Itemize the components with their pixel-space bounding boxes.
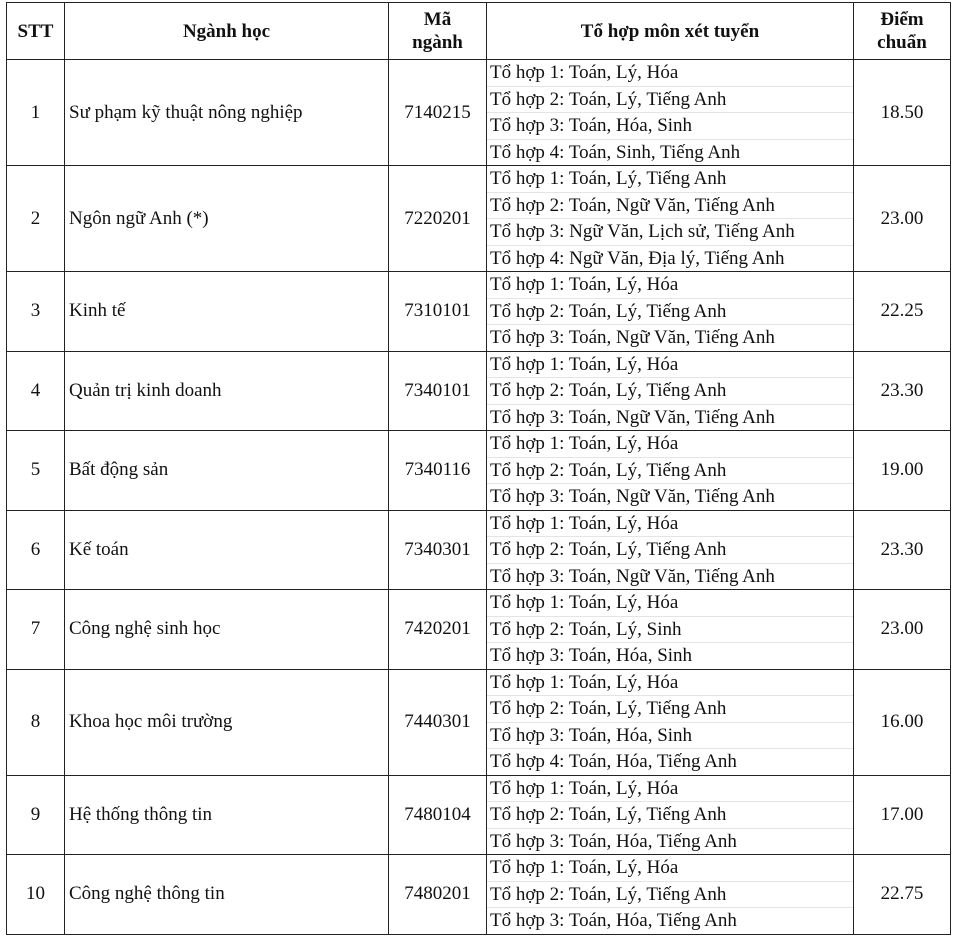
header-score: Điểm chuẩn (854, 3, 951, 60)
row-major-name: Bất động sản (65, 431, 389, 511)
combo-item: Tổ hợp 3: Ngữ Văn, Lịch sử, Tiếng Anh (487, 219, 853, 246)
header-combos: Tổ hợp môn xét tuyển (487, 3, 854, 60)
row-stt: 6 (7, 510, 65, 590)
row-combo-list (487, 669, 854, 775)
table-row (7, 855, 951, 935)
combo-item: Tổ hợp 2: Toán, Lý, Sinh (487, 617, 853, 644)
combo-item: Tổ hợp 3: Toán, Ngữ Văn, Tiếng Anh (490, 486, 775, 507)
combo-item: Tổ hợp 3: Toán, Hóa, Tiếng Anh (490, 910, 737, 931)
row-stt: 2 (7, 166, 65, 272)
row-cutoff-score: 16.00 (854, 669, 951, 775)
table-row (7, 166, 951, 272)
header-major: Ngành học (65, 3, 389, 60)
combo-item: Tổ hợp 2: Toán, Lý, Tiếng Anh (487, 696, 853, 723)
row-stt: 9 (7, 775, 65, 855)
combo-item: Tổ hợp 1: Toán, Lý, Hóa (487, 352, 853, 379)
row-stt: 1 (7, 60, 65, 166)
row-stt: 3 (7, 272, 65, 352)
row-combo-list (487, 60, 854, 166)
row-major-name: Kinh tế (65, 272, 389, 352)
row-major-code: 7420201 (389, 590, 487, 670)
admission-score-table (6, 2, 951, 935)
table-row (7, 590, 951, 670)
row-combo-list (487, 166, 854, 272)
row-cutoff-score: 19.00 (854, 431, 951, 511)
row-major-code: 7480201 (389, 855, 487, 935)
combo-item: Tổ hợp 2: Toán, Lý, Tiếng Anh (487, 299, 853, 326)
row-major-name: Ngôn ngữ Anh (*) (65, 166, 389, 272)
row-major-code: 7340101 (389, 351, 487, 431)
row-major-name: Công nghệ thông tin (65, 855, 389, 935)
combo-item: Tổ hợp 1: Toán, Lý, Tiếng Anh (487, 166, 853, 193)
table-row (7, 431, 951, 511)
row-cutoff-score: 17.00 (854, 775, 951, 855)
combo-item: Tổ hợp 2: Toán, Lý, Tiếng Anh (487, 87, 853, 114)
row-major-code: 7480104 (389, 775, 487, 855)
table-row (7, 669, 951, 775)
combo-item: Tổ hợp 1: Toán, Lý, Hóa (487, 511, 853, 538)
table-row (7, 775, 951, 855)
row-combo-list (487, 590, 854, 670)
combo-item: Tổ hợp 3: Toán, Hóa, Sinh (487, 113, 853, 140)
row-stt: 10 (7, 855, 65, 935)
combo-item: Tổ hợp 2: Toán, Lý, Tiếng Anh (487, 458, 853, 485)
row-major-code: 7220201 (389, 166, 487, 272)
row-major-code: 7310101 (389, 272, 487, 352)
combo-item: Tổ hợp 1: Toán, Lý, Hóa (487, 855, 853, 882)
row-cutoff-score: 23.00 (854, 590, 951, 670)
combo-item: Tổ hợp 2: Toán, Lý, Tiếng Anh (487, 537, 853, 564)
table-row (7, 272, 951, 352)
combo-item: Tổ hợp 3: Toán, Hóa, Sinh (490, 645, 693, 666)
row-major-name: Hệ thống thông tin (65, 775, 389, 855)
combo-item: Tổ hợp 1: Toán, Lý, Hóa (487, 272, 853, 299)
admission-score-sheet (6, 2, 950, 935)
row-stt: 4 (7, 351, 65, 431)
combo-item: Tổ hợp 1: Toán, Lý, Hóa (487, 776, 853, 803)
row-stt: 8 (7, 669, 65, 775)
combo-item: Tổ hợp 1: Toán, Lý, Hóa (487, 670, 853, 697)
header-stt: STT (7, 3, 65, 60)
row-cutoff-score: 23.30 (854, 351, 951, 431)
row-cutoff-score: 23.30 (854, 510, 951, 590)
combo-item: Tổ hợp 2: Toán, Lý, Tiếng Anh (487, 802, 853, 829)
combo-item: Tổ hợp 2: Toán, Ngữ Văn, Tiếng Anh (487, 193, 853, 220)
row-cutoff-score: 22.25 (854, 272, 951, 352)
row-combo-list (487, 272, 854, 352)
combo-item: Tổ hợp 2: Toán, Lý, Tiếng Anh (487, 378, 853, 405)
combo-item: Tổ hợp 1: Toán, Lý, Hóa (487, 590, 853, 617)
row-major-name: Sư phạm kỹ thuật nông nghiệp (65, 60, 389, 166)
combo-item: Tổ hợp 4: Toán, Sinh, Tiếng Anh (490, 141, 741, 163)
row-stt: 5 (7, 431, 65, 511)
combo-item: Tổ hợp 3: Toán, Ngữ Văn, Tiếng Anh (490, 327, 775, 348)
combo-item: Tổ hợp 1: Toán, Lý, Hóa (487, 60, 853, 87)
combo-item: Tổ hợp 2: Toán, Lý, Tiếng Anh (487, 882, 853, 909)
table-header-row (7, 3, 951, 60)
row-combo-list (487, 855, 854, 935)
row-major-code: 7440301 (389, 669, 487, 775)
row-major-code: 7340116 (389, 431, 487, 511)
combo-item: Tổ hợp 4: Ngữ Văn, Địa lý, Tiếng Anh (490, 247, 785, 269)
row-major-code: 7140215 (389, 60, 487, 166)
row-major-name: Kế toán (65, 510, 389, 590)
row-major-code: 7340301 (389, 510, 487, 590)
combo-item: Tổ hợp 3: Toán, Ngữ Văn, Tiếng Anh (490, 406, 775, 428)
row-cutoff-score: 18.50 (854, 60, 951, 166)
row-combo-list (487, 510, 854, 590)
header-code: Mã ngành (389, 3, 487, 60)
row-major-name: Quản trị kinh doanh (65, 351, 389, 431)
row-cutoff-score: 23.00 (854, 166, 951, 272)
combo-item: Tổ hợp 4: Toán, Hóa, Tiếng Anh (490, 751, 737, 772)
row-combo-list (487, 775, 854, 855)
table-row (7, 60, 951, 166)
row-major-name: Công nghệ sinh học (65, 590, 389, 670)
combo-item: Tổ hợp 1: Toán, Lý, Hóa (487, 431, 853, 458)
combo-item: Tổ hợp 3: Toán, Ngữ Văn, Tiếng Anh (490, 565, 775, 587)
row-combo-list (487, 351, 854, 431)
table-row (7, 510, 951, 590)
combo-item: Tổ hợp 3: Toán, Hóa, Sinh (487, 723, 853, 750)
row-major-name: Khoa học môi trường (65, 669, 389, 775)
table-row (7, 351, 951, 431)
row-stt: 7 (7, 590, 65, 670)
row-cutoff-score: 22.75 (854, 855, 951, 935)
row-combo-list (487, 431, 854, 511)
combo-item: Tổ hợp 3: Toán, Hóa, Tiếng Anh (490, 830, 737, 852)
